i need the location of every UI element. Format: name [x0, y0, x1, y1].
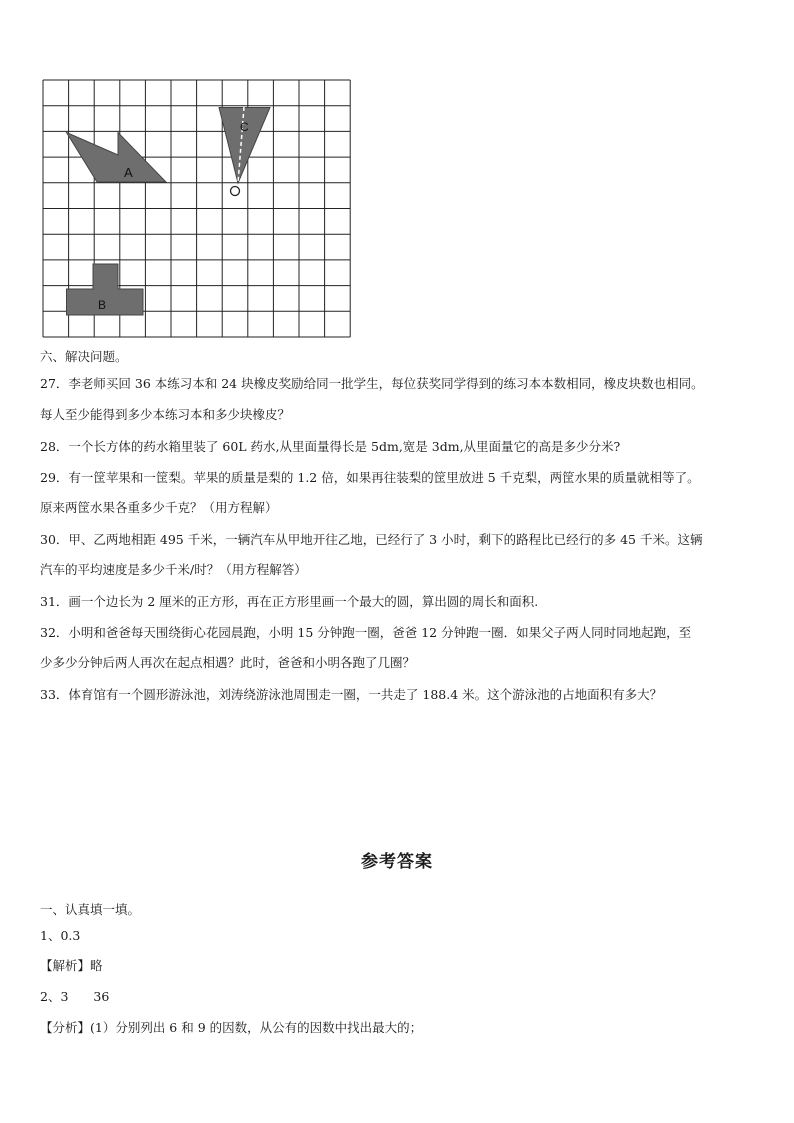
question-line: 少多少分钟后两人再次在起点相遇？此时，爸爸和小明各跑了几圈？	[40, 655, 416, 670]
question-line: 32．小明和爸爸每天围绕街心花园晨跑，小明 15 分钟跑一圈，爸爸 12 分钟跑一圈．如果父子两人同时同地起跑，至	[40, 625, 692, 640]
question-line: 29．有一筐苹果和一筐梨。苹果的质量是梨的 1.2 倍，如果再往装梨的筐里放进 5 千克梨，两筐水果的质量就相等了。	[40, 470, 700, 485]
label-a: A	[124, 165, 133, 180]
label-b: B	[98, 298, 107, 312]
question-line: 每人至少能得到多少本练习本和多少块橡皮？	[40, 407, 291, 422]
question-line: 27．李老师买回 36 本练习本和 24 块橡皮奖励给同一批学生，每位获奖同学得到的练习本本数相同，橡皮块数也相同。	[40, 376, 704, 391]
label-c: C	[240, 120, 249, 134]
section-heading: 六、解决问题。	[40, 349, 128, 364]
question-line: 原来两筐水果各重多少千克？（用方程解）	[40, 500, 278, 515]
grid-figure	[42, 79, 354, 345]
question-line: 30．甲、乙两地相距 495 千米，一辆汽车从甲地开往乙地，已经行了 3 小时，剩下的路程比已经行的多 45 千米。这辆	[40, 532, 703, 547]
answers-title: 参考答案	[361, 852, 433, 872]
point-o	[231, 187, 240, 196]
question-line: 31．画一个边长为 2 厘米的正方形，再在正方形里画一个最大的圆，算出圆的周长和面积.	[40, 594, 539, 609]
question-line: 33．体育馆有一个圆形游泳池，刘涛绕游泳池周围走一圈，一共走了 188.4 米。这个游泳池的占地面积有多大？	[40, 687, 663, 702]
answer-line: 【分析】(1）分别列出 6 和 9 的因数，从公有的因数中找出最大的；	[40, 1020, 423, 1035]
answer-line: 【解析】略	[40, 958, 103, 973]
answer-line: 一、认真填一填。	[40, 902, 141, 917]
answer-line: 1、0.3	[40, 928, 81, 943]
shape-c	[219, 108, 270, 184]
question-line: 28．一个长方体的药水箱里装了 60L 药水,从里面量得长是 5dm,宽是 3dm,从里面量它的高是多少分米?	[40, 439, 621, 454]
answer-line: 2、3 36	[40, 989, 110, 1004]
question-line: 汽车的平均速度是多少千米/时？（用方程解答）	[40, 562, 307, 577]
